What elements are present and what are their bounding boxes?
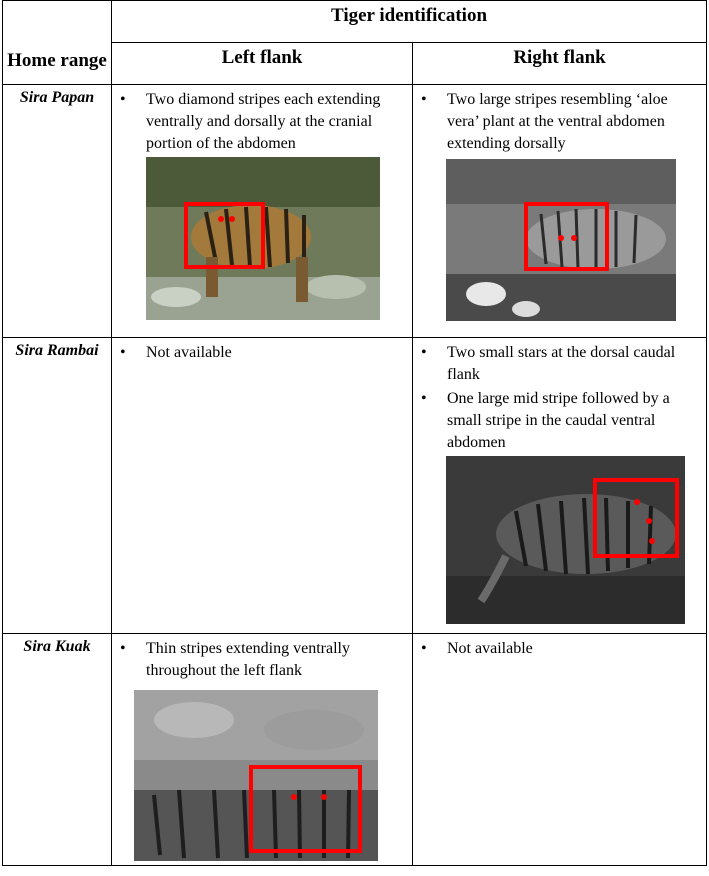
sira-rambai-right-cell	[413, 338, 707, 634]
left-flank-header: Left flank	[112, 43, 413, 85]
sira-papan-left-feature: • Two diamond stripes each extending ventrally and dorsally at the cranial portion of the abdomen	[146, 89, 402, 155]
sira-rambai-right-photo	[446, 456, 685, 624]
sira-kuak-right-cell	[413, 634, 707, 866]
sira-papan-left-photo	[146, 157, 380, 320]
sira-rambai-right-feature-2: • One large mid stripe followed by a small stripe in the caudal ventral abdomen	[447, 388, 696, 454]
right-flank-header: Right flank	[413, 43, 707, 85]
tiger-identification-header: Tiger identification	[112, 1, 707, 43]
sira-kuak-left-cell	[112, 634, 413, 866]
range-sira-papan: Sira Papan	[3, 85, 112, 338]
sira-kuak-right-feature: • Not available	[447, 638, 696, 660]
sira-kuak-left-photo	[134, 690, 378, 861]
sira-kuak-left-feature: • Thin stripes extending ventrally throughout the left flank	[146, 638, 402, 682]
sira-papan-right-feature: • Two large stripes resembling ‘aloe vera’ plant at the ventral abdomen extending dorsally	[447, 89, 696, 155]
sira-papan-left-cell	[112, 85, 413, 338]
sira-papan-right-photo	[446, 159, 676, 321]
sira-papan-right-cell	[413, 85, 707, 338]
sira-rambai-right-feature-1: • Two small stars at the dorsal caudal flank	[447, 342, 696, 386]
sira-rambai-left-cell	[112, 338, 413, 634]
tiger-identification-table	[2, 0, 707, 866]
home-range-header: Home range	[3, 1, 112, 85]
range-sira-kuak: Sira Kuak	[3, 634, 112, 866]
range-sira-rambai: Sira Rambai	[3, 338, 112, 634]
sira-rambai-left-feature: • Not available	[146, 342, 402, 364]
